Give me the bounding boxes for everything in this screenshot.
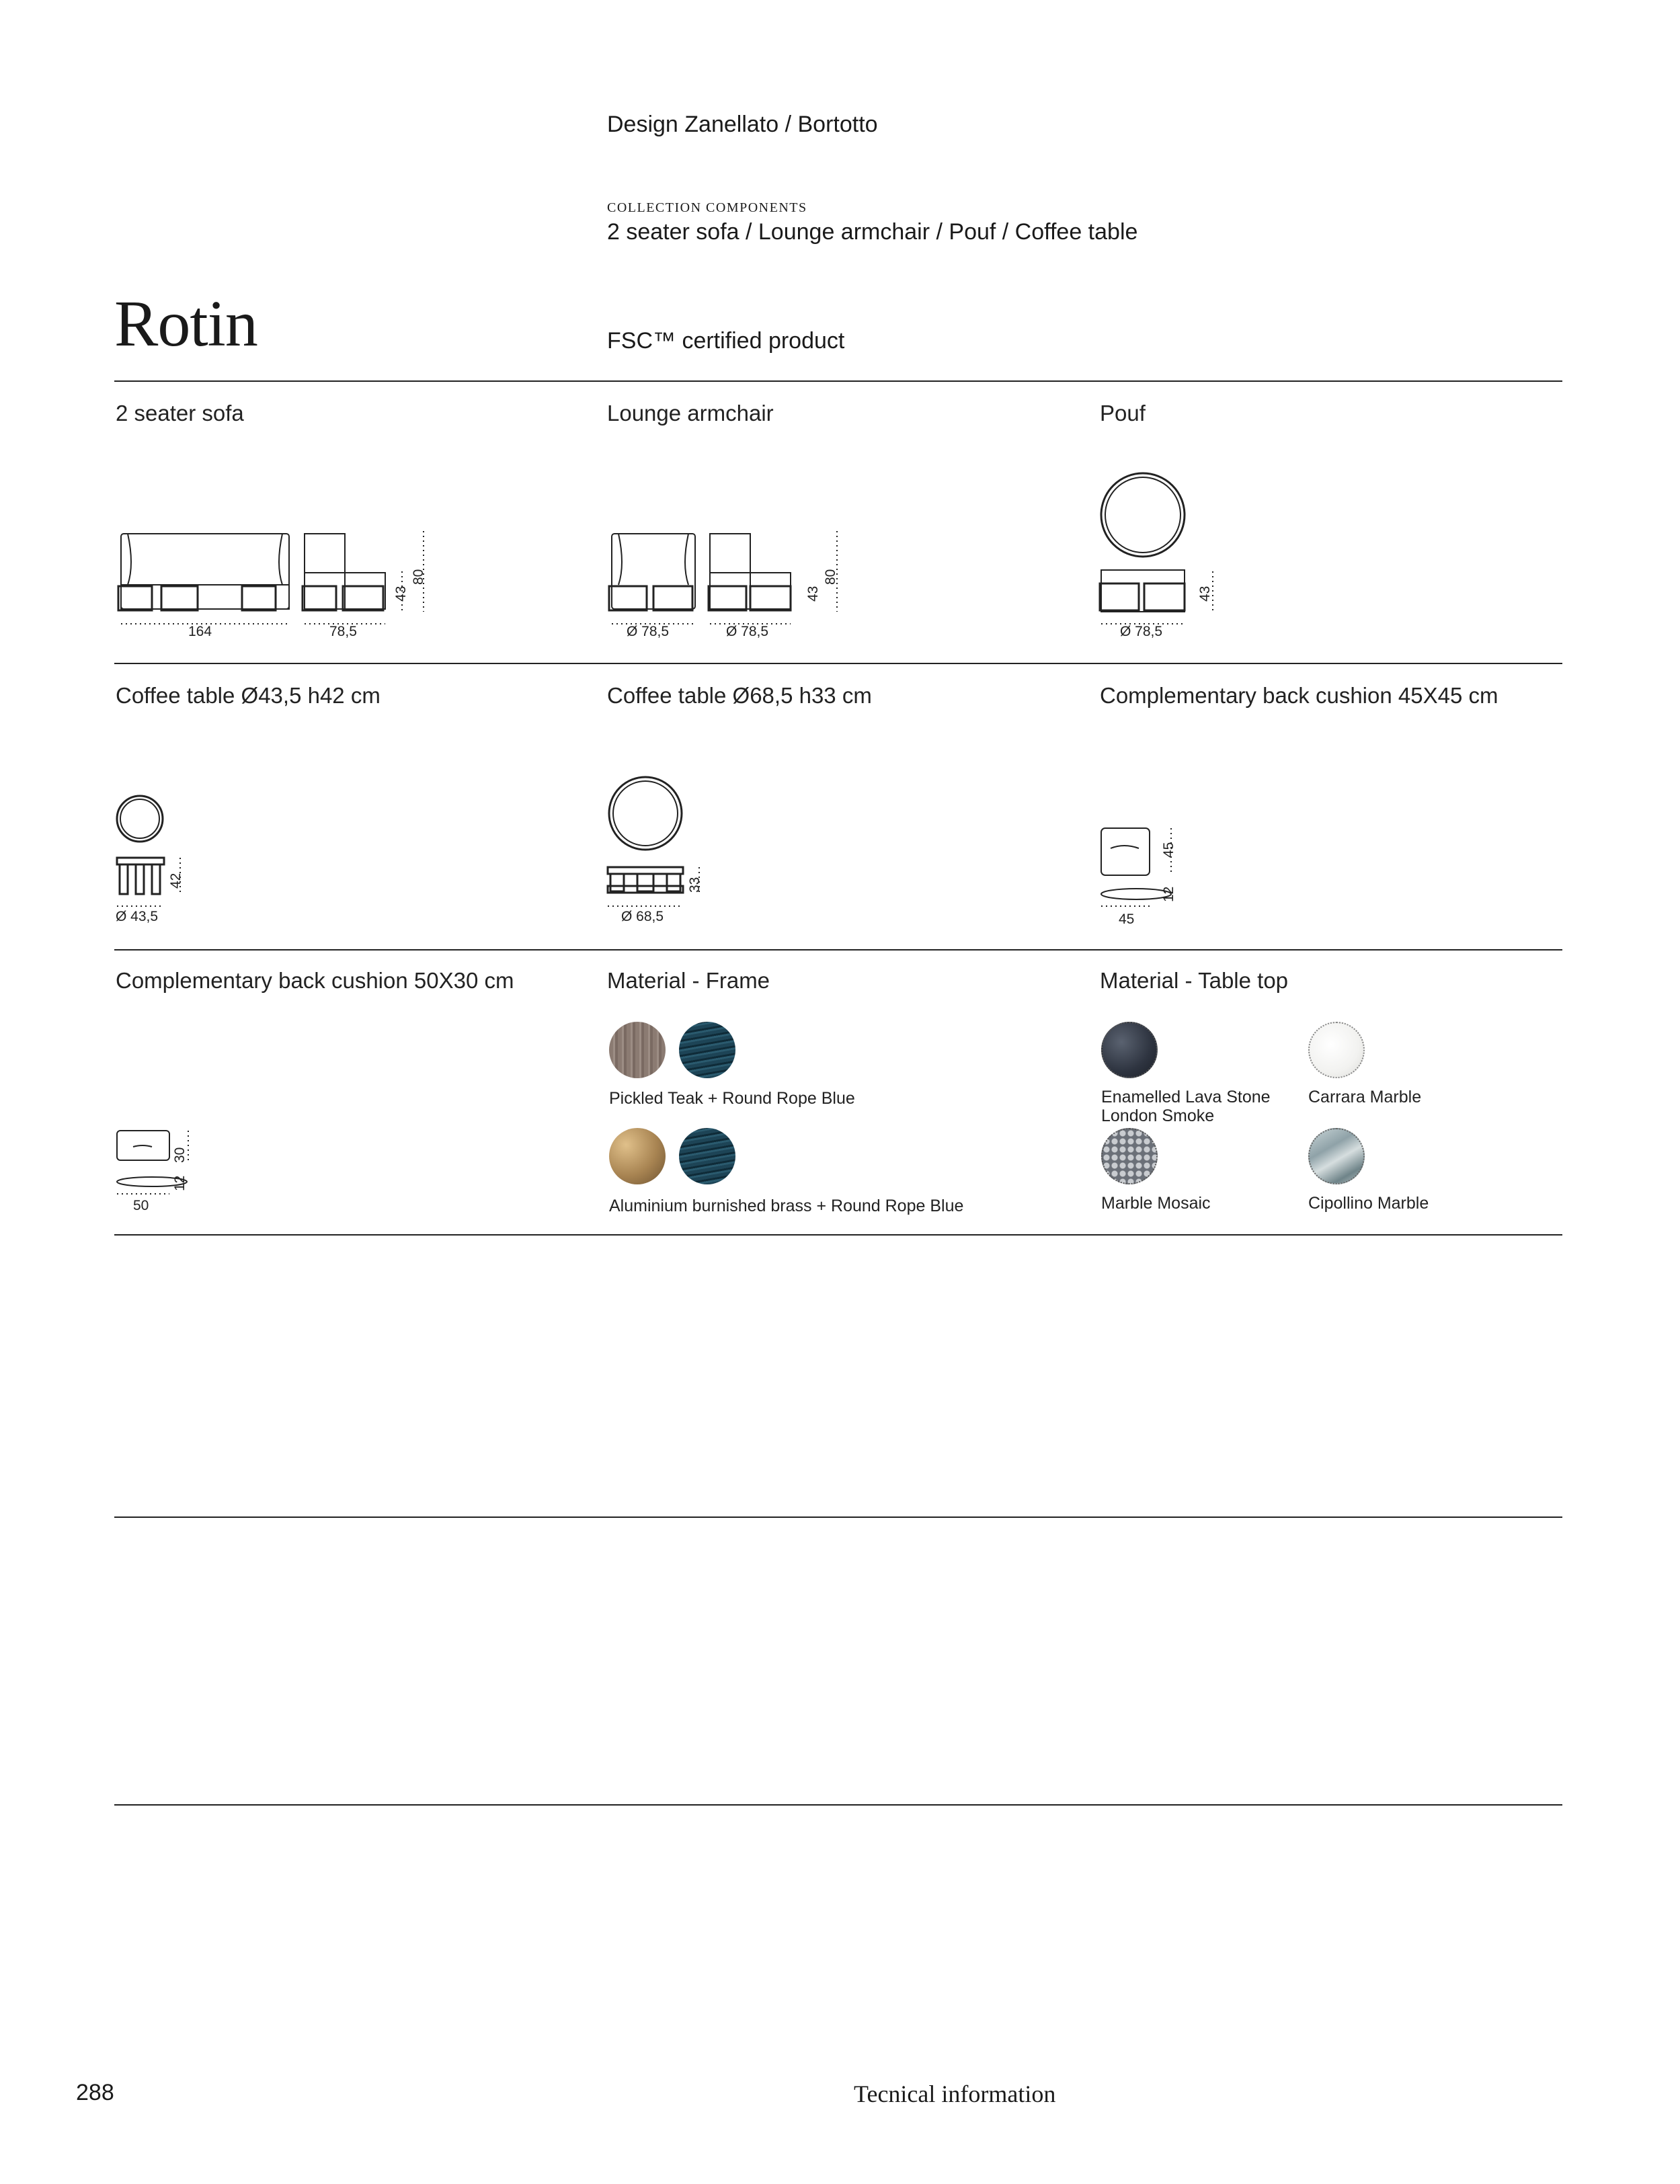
pickled-teak-swatch [609, 1022, 666, 1078]
sofa-drawing [114, 524, 437, 645]
cushion-50-thickness: 12 [172, 1175, 188, 1191]
armchair-seat-height: 43 [805, 585, 821, 602]
table-large-height: 33 [687, 877, 703, 893]
divider [114, 1234, 1562, 1236]
cipollino-marble-swatch [1308, 1128, 1365, 1184]
carrara-marble-swatch [1308, 1022, 1365, 1078]
table-large-diameter: Ø 68,5 [621, 909, 664, 924]
material-frame-title: Material - Frame [607, 968, 770, 993]
lava-stone-label-2: London Smoke [1101, 1106, 1215, 1125]
carrara-marble-label: Carrara Marble [1308, 1088, 1422, 1106]
table-small-diameter: Ø 43,5 [116, 909, 159, 924]
product-title: Rotin [114, 288, 257, 360]
cushion-45-thickness: 12 [1161, 886, 1176, 902]
armchair-width: Ø 78,5 [627, 624, 670, 639]
section-title: Tecnical information [854, 2080, 1056, 2107]
designer-credit: Design Zanellato / Bortotto [607, 112, 878, 137]
cushion-50-height: 30 [172, 1147, 188, 1163]
cipollino-marble-label: Cipollino Marble [1308, 1194, 1429, 1213]
divider [114, 1804, 1562, 1806]
cushion-45-drawing [1097, 820, 1205, 914]
cushion-50-width: 50 [133, 1198, 149, 1213]
table-large-drawing [605, 773, 713, 928]
burnished-brass-swatch [609, 1128, 666, 1184]
round-rope-blue-swatch [679, 1128, 735, 1184]
page-number: 288 [76, 2080, 114, 2105]
pouf-height: 43 [1197, 585, 1213, 602]
cushion-50-title: Complementary back cushion 50X30 cm [116, 968, 514, 993]
divider [114, 380, 1562, 382]
marble-mosaic-swatch [1101, 1128, 1158, 1184]
fsc-certification: FSC™ certified product [607, 328, 845, 354]
cushion-45-height: 45 [1161, 842, 1176, 858]
pouf-title: Pouf [1100, 401, 1146, 426]
frame-combo-label: Pickled Teak + Round Rope Blue [609, 1089, 855, 1108]
material-tabletop-title: Material - Table top [1100, 968, 1289, 993]
armchair-height: 80 [823, 569, 838, 585]
frame-combo-label: Aluminium burnished brass + Round Rope Blue [609, 1197, 964, 1215]
sofa-height: 80 [411, 569, 426, 585]
sofa-width: 164 [188, 624, 212, 639]
sofa-depth: 78,5 [329, 624, 357, 639]
armchair-depth: Ø 78,5 [726, 624, 769, 639]
lava-stone-label: Enamelled Lava Stone [1101, 1088, 1271, 1106]
armchair-title: Lounge armchair [607, 401, 774, 426]
divider [114, 663, 1562, 664]
pouf-diameter: Ø 78,5 [1120, 624, 1163, 639]
collection-label: COLLECTION COMPONENTS [607, 200, 807, 215]
cushion-50-drawing [113, 1124, 221, 1205]
cushion-45-title: Complementary back cushion 45X45 cm [1100, 683, 1498, 708]
cushion-45-width: 45 [1119, 912, 1135, 927]
pouf-drawing [1096, 471, 1230, 639]
sofa-seat-height: 43 [393, 585, 409, 602]
collection-components: 2 seater sofa / Lounge armchair / Pouf / Coffee table [607, 219, 1138, 245]
table-small-height: 42 [168, 873, 184, 889]
table-small-drawing [113, 793, 194, 928]
marble-mosaic-label: Marble Mosaic [1101, 1194, 1211, 1213]
divider [114, 949, 1562, 951]
table-small-title: Coffee table Ø43,5 h42 cm [116, 683, 381, 708]
divider [114, 1516, 1562, 1518]
round-rope-blue-swatch [679, 1022, 735, 1078]
lava-stone-swatch [1101, 1022, 1158, 1078]
table-large-title: Coffee table Ø68,5 h33 cm [607, 683, 872, 708]
sofa-title: 2 seater sofa [116, 401, 244, 426]
